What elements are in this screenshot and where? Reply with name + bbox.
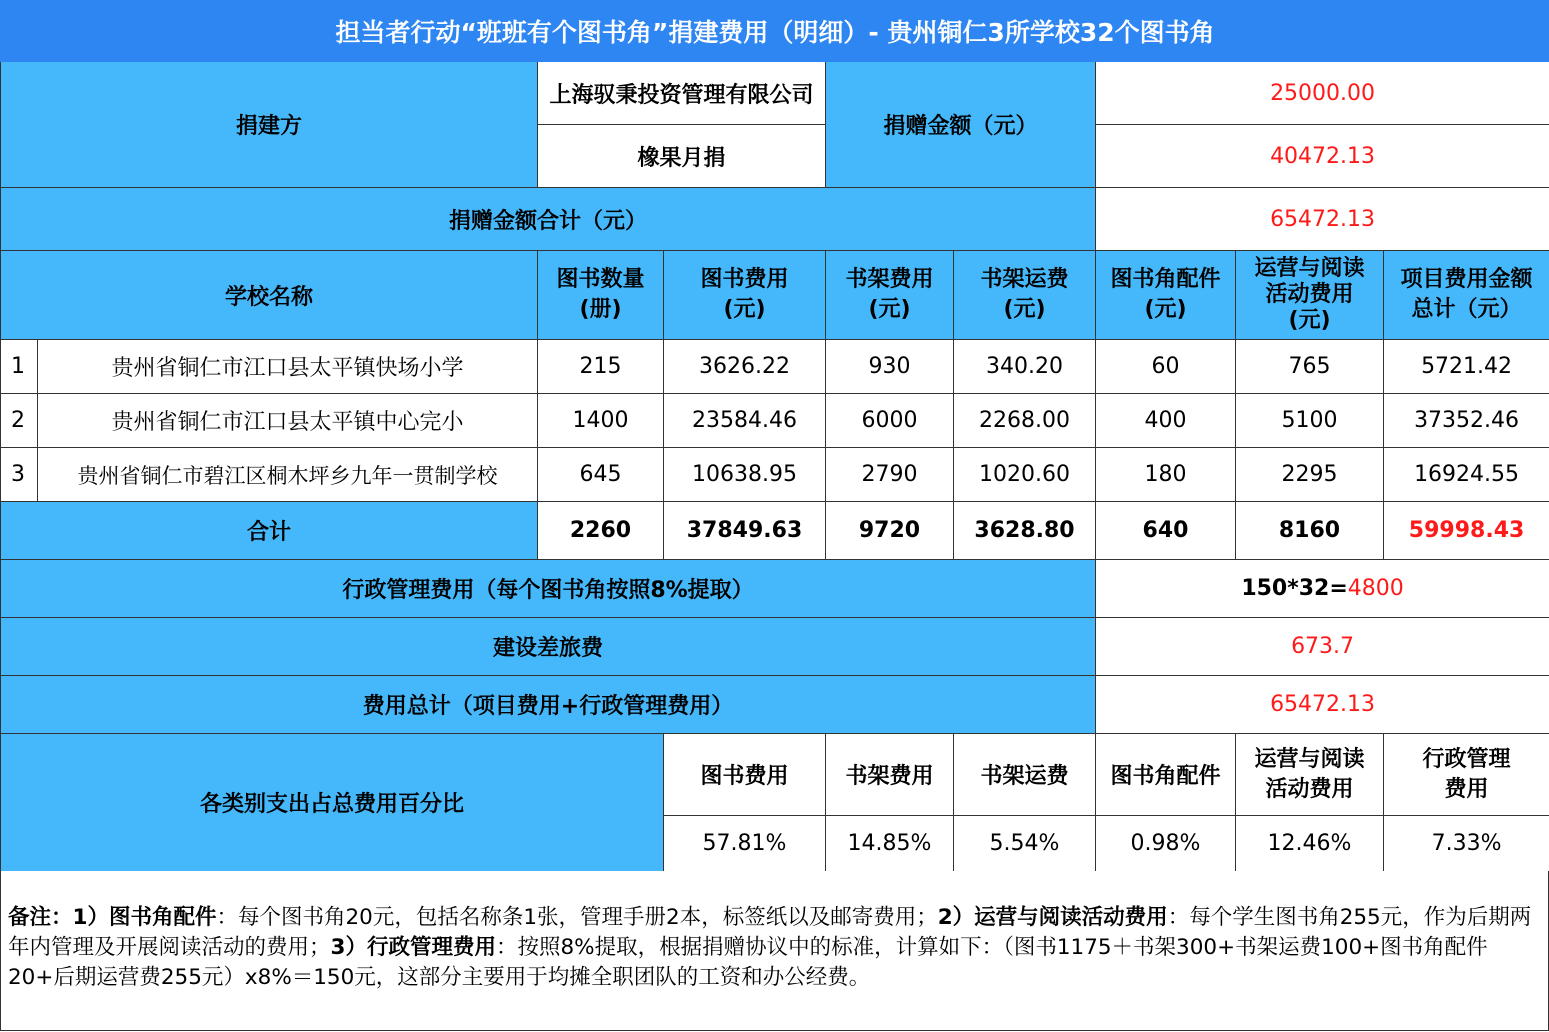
donor-label: 捐建方	[1, 62, 538, 188]
project-total: 16924.55	[1384, 448, 1549, 502]
header-shelf-cost: 书架费用 (元)	[826, 251, 954, 340]
table-row	[1, 394, 1549, 448]
pct-books: 57.81%	[664, 816, 826, 872]
table-row	[1, 448, 1549, 502]
shelf-shipping: 2268.00	[954, 394, 1096, 448]
note-text: 备注：1）图书角配件：每个图书角20元，包括名称条1张，管理手册2本，标签纸以及邮寄费用；2）运营与阅读活动费用：每个学生图书角255元，作为后期两年内管理及开展阅读活动的费用；3）行政管理费用：按照8%提取，根据捐赠协议中的标准，计算如下：（图书1175＋书架300+书架运费100+图书角配件20+后期运营费255元）x8%＝150元，这部分主要用于均摊全职团队的工资和办公经费。	[8, 905, 1532, 990]
project-total: 37352.46	[1384, 394, 1549, 448]
school-name: 贵州省铜仁市江口县太平镇中心完小	[38, 394, 538, 448]
pct-accessories: 0.98%	[1096, 816, 1236, 872]
header-books-qty: 图书数量 (册)	[538, 251, 664, 340]
header-books-cost: 图书费用 (元)	[664, 251, 826, 340]
pct-header-shelf: 书架费用	[826, 734, 954, 816]
accessories-cost: 400	[1096, 394, 1236, 448]
row-number: 3	[1, 448, 38, 502]
operations-cost: 5100	[1236, 394, 1384, 448]
header-shelf-shipping: 书架运费 (元)	[954, 251, 1096, 340]
sum-row	[1, 502, 1549, 560]
sum-accessories: 640	[1096, 502, 1236, 560]
pct-header-accessories: 图书角配件	[1096, 734, 1236, 816]
pct-header-books: 图书费用	[664, 734, 826, 816]
sum-books-qty: 2260	[538, 502, 664, 560]
note-box	[0, 871, 1549, 1031]
books-cost: 3626.22	[664, 340, 826, 394]
admin-fee-value: 150*32=4800	[1096, 560, 1549, 618]
shelf-cost: 6000	[826, 394, 954, 448]
school-name: 贵州省铜仁市碧江区桐木坪乡九年一贯制学校	[38, 448, 538, 502]
header-project-total: 项目费用金额 总计（元）	[1384, 251, 1549, 340]
books-qty: 645	[538, 448, 664, 502]
sum-books-cost: 37849.63	[664, 502, 826, 560]
books-cost: 23584.46	[664, 394, 826, 448]
sum-shelf-cost: 9720	[826, 502, 954, 560]
grand-total-value: 65472.13	[1096, 676, 1549, 734]
admin-fee-label: 行政管理费用（每个图书角按照8%提取）	[1, 560, 1096, 618]
sum-label: 合计	[1, 502, 538, 560]
school-name: 贵州省铜仁市江口县太平镇快场小学	[38, 340, 538, 394]
project-total: 5721.42	[1384, 340, 1549, 394]
pct-header-operations: 运营与阅读 活动费用	[1236, 734, 1384, 816]
pct-shelf: 14.85%	[826, 816, 954, 872]
books-qty: 215	[538, 340, 664, 394]
donor-name-2: 橡果月捐	[538, 125, 826, 188]
row-number: 2	[1, 394, 38, 448]
pct-header-shipping: 书架运费	[954, 734, 1096, 816]
donor-name-1: 上海驭秉投资管理有限公司	[538, 62, 826, 125]
shelf-cost: 930	[826, 340, 954, 394]
page-title: 担当者行动“班班有个图书角”捐建费用（明细）- 贵州铜仁3所学校32个图书角	[1, 1, 1549, 62]
percentage-label: 各类别支出占总费用百分比	[1, 734, 664, 872]
travel-fee-value: 673.7	[1096, 618, 1549, 676]
pct-operations: 12.46%	[1236, 816, 1384, 872]
header-accessories: 图书角配件 (元)	[1096, 251, 1236, 340]
travel-fee-label: 建设差旅费	[1, 618, 1096, 676]
header-school: 学校名称	[1, 251, 538, 340]
accessories-cost: 180	[1096, 448, 1236, 502]
pct-header-admin: 行政管理 费用	[1384, 734, 1549, 816]
shelf-shipping: 340.20	[954, 340, 1096, 394]
donation-amount-1: 25000.00	[1096, 62, 1549, 125]
grand-total-label: 费用总计（项目费用+行政管理费用）	[1, 676, 1096, 734]
sum-project-total: 59998.43	[1384, 502, 1549, 560]
accessories-cost: 60	[1096, 340, 1236, 394]
operations-cost: 765	[1236, 340, 1384, 394]
row-number: 1	[1, 340, 38, 394]
sum-shelf-shipping: 3628.80	[954, 502, 1096, 560]
donation-total-value: 65472.13	[1096, 188, 1549, 251]
shelf-shipping: 1020.60	[954, 448, 1096, 502]
donation-amount-label: 捐赠金额（元）	[826, 62, 1096, 188]
sum-operations: 8160	[1236, 502, 1384, 560]
pct-admin: 7.33%	[1384, 816, 1549, 872]
operations-cost: 2295	[1236, 448, 1384, 502]
pct-shipping: 5.54%	[954, 816, 1096, 872]
donation-amount-2: 40472.13	[1096, 125, 1549, 188]
books-qty: 1400	[538, 394, 664, 448]
table-row	[1, 340, 1549, 394]
shelf-cost: 2790	[826, 448, 954, 502]
donation-total-label: 捐赠金额合计（元）	[1, 188, 1096, 251]
books-cost: 10638.95	[664, 448, 826, 502]
header-operations: 运营与阅读 活动费用 (元)	[1236, 251, 1384, 340]
